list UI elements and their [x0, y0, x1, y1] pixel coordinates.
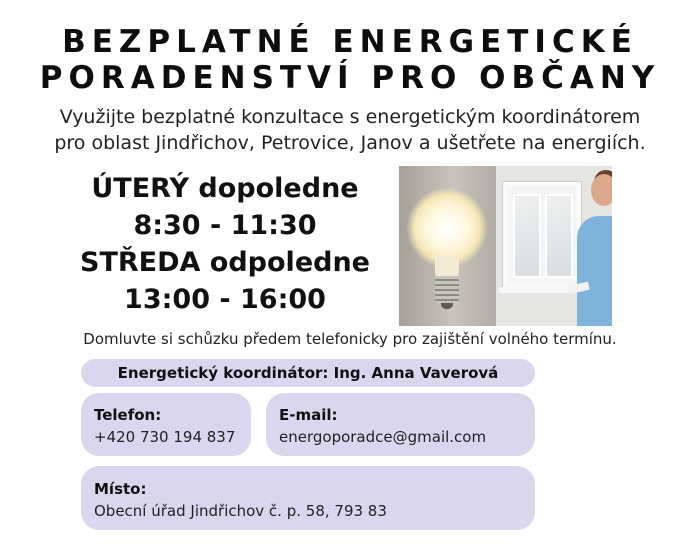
intro-text-line-1: Využijte bezplatné konzultace s energetickým koordinátorem: [59, 106, 641, 128]
place-address: Obecní úřad Jindřichov č. p. 58, 793 83: [94, 502, 387, 520]
consultant-head: [591, 174, 612, 206]
email-card: [266, 393, 535, 456]
email-address[interactable]: energoporadce@gmail.com: [279, 428, 487, 446]
window-pane-right: [545, 194, 573, 278]
coordinator-badge: Energetický koordinátor: Ing. Anna Vaverová: [81, 359, 535, 387]
schedule-time-wednesday: 13:00 - 16:00: [124, 284, 326, 315]
bulb-base: [435, 276, 459, 304]
consultant-person-icon: [577, 216, 612, 326]
schedule-time-tuesday: 8:30 - 11:30: [133, 210, 317, 241]
email-label: E-mail:: [279, 406, 338, 424]
window-icon: [503, 182, 581, 290]
phone-card: [81, 393, 251, 456]
page-title-line-1: BEZPLATNÉ ENERGETICKÉ: [62, 24, 638, 60]
schedule-day-wednesday: STŘEDA odpoledne: [80, 247, 370, 278]
bulb-neck: [435, 256, 459, 278]
phone-number[interactable]: +420 730 194 837: [94, 428, 236, 446]
intro-text-line-2: pro oblast Jindřichov, Petrovice, Janov a ušetřete na energiích.: [54, 132, 646, 154]
phone-label: Telefon:: [94, 406, 162, 424]
energy-photo: [399, 166, 612, 326]
page-title-line-2: PORADENSTVÍ PRO OBČANY: [39, 60, 661, 96]
place-card: [81, 466, 535, 530]
place-label: Místo:: [94, 480, 147, 498]
window-pane-left: [513, 194, 541, 278]
appointment-note: Domluvte si schůzku předem telefonicky pro zajištění volného termínu.: [83, 330, 617, 348]
schedule-day-tuesday: ÚTERÝ dopoledne: [91, 173, 359, 204]
